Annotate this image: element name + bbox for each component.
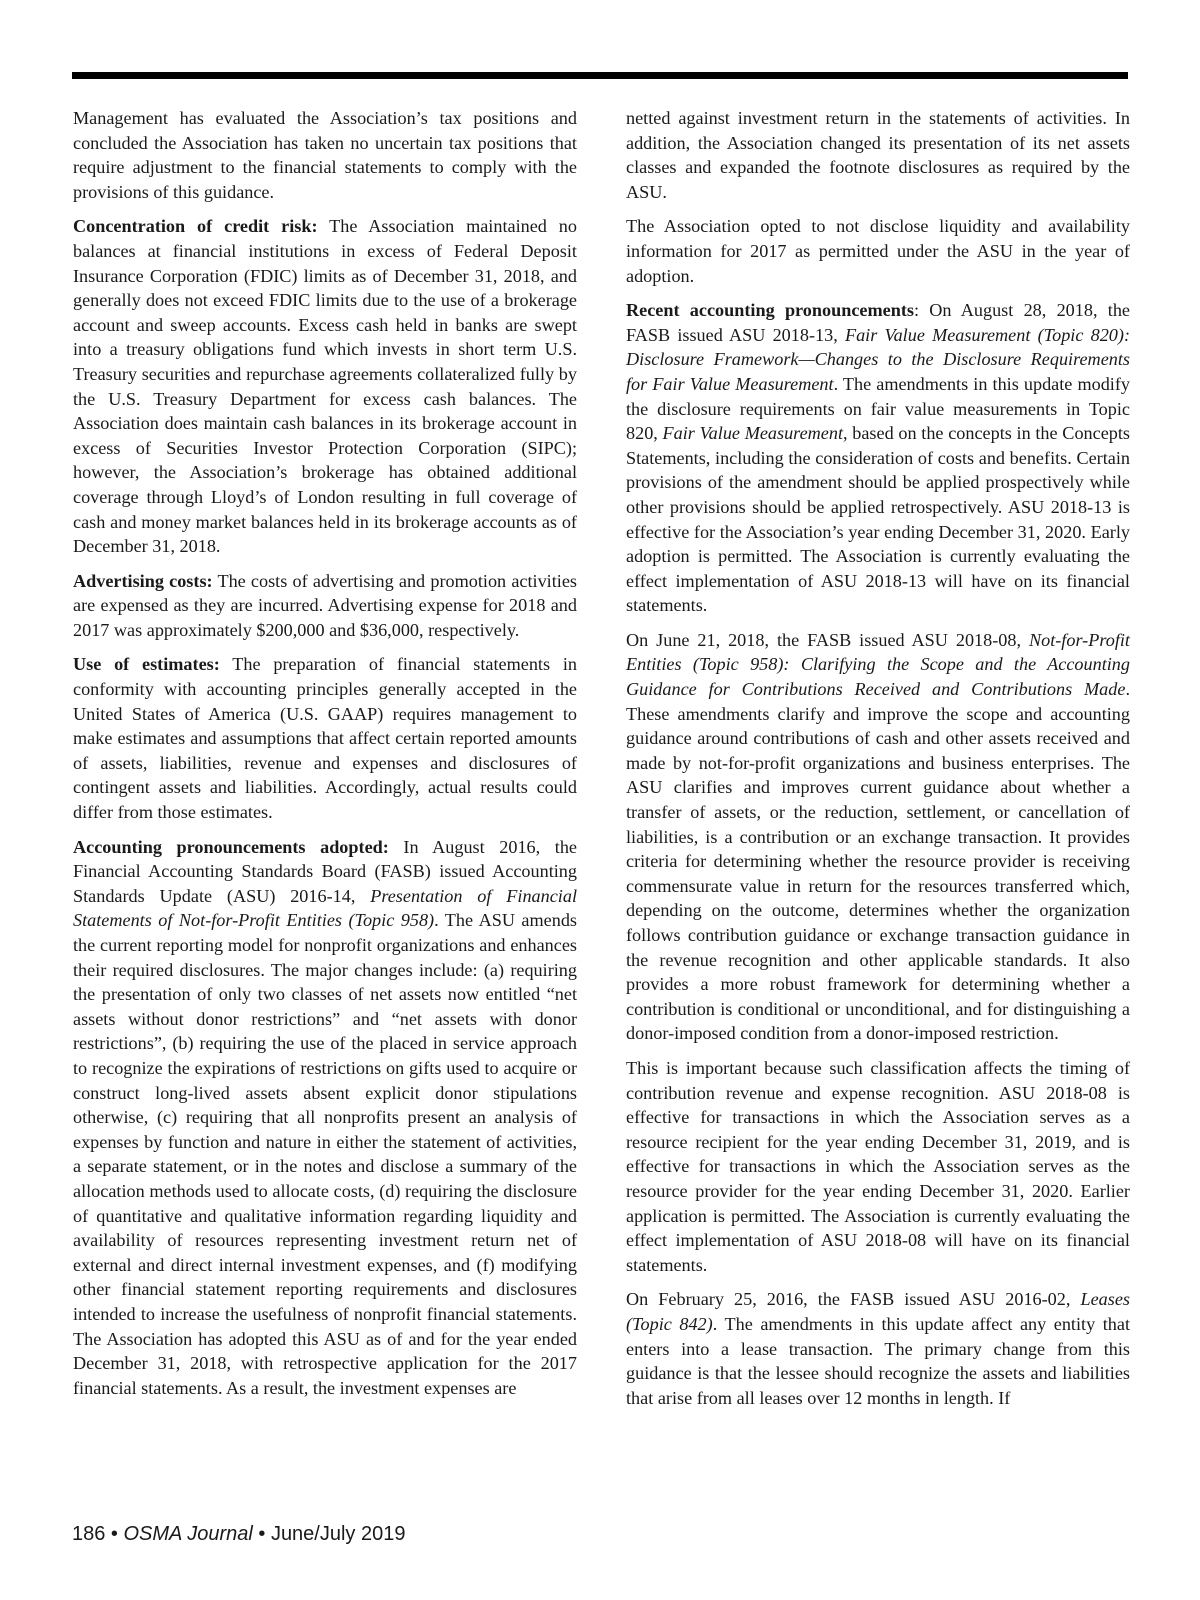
adopted-text-1: In August 2016, the Financial Accounting Standards Board (FASB) issued Accounting Standards Update (ASU) 2016-14, [73, 836, 577, 906]
tax-positions-paragraph: Management has evaluated the Association’s tax positions and concluded the Association has taken no uncertain tax positions that require adjustment to the financial statements to comply with the provisions of this guidance. [73, 108, 577, 202]
asu-2018-08-title: Not-for-Profit Entities (Topic 958): Clarifying the Scope and the Accounting Guidance for Contributions Received and Contributions Made [626, 629, 1130, 700]
estimates-heading: Use of estimates: [73, 654, 220, 675]
adopted-title: Presentation of Financial Statements of Not-for-Profit Entities (Topic 958) [73, 885, 577, 931]
asu-2018-08-paragraph [626, 628, 1130, 1046]
leases-text-1: On February 25, 2016, the FASB issued ASU 2016-02, [626, 1289, 1081, 1310]
recent-text-2: . The amendments in this update modify the disclosure requirements on fair value measurements in Topic 820, [626, 373, 1131, 444]
credit-risk-heading: Concentration of credit risk: [73, 216, 318, 237]
liquidity-paragraph: The Association opted to not disclose liquidity and availability information for 2017 as permitted under the ASU in the year of adoption. [626, 216, 1130, 286]
recent-title-2: Fair Value Measurement [662, 423, 844, 444]
footer-separator-2: • [252, 1523, 271, 1545]
recent-text-3: , based on the concepts in the Concepts Statements, including the consideration of costs and benefits. Certain provisions of the amendment should be applied prospectively while other provisions should be applied retrospectively. ASU 2018-13 is effective for the Association’s year ending December 31, 2020. Early adoption is permitted. The Association is currently evaluating the effect implementation of ASU 2018-13 will have on its financial statements. [626, 423, 1130, 616]
recent-title-1: Fair Value Measurement (Topic 820): Disclosure Framework—Changes to the Disclosure Requirements for Fair Value Measurement [626, 324, 1130, 394]
adopted-heading: Accounting pronouncements adopted: [73, 836, 389, 857]
advertising-text: The costs of advertising and promotion activities are expensed as they are incurred. Advertising expense for 2018 and 2017 was approximately $200,000 and $36,000, respectively. [73, 570, 577, 640]
asu-2018-08-text-1: On June 21, 2018, the FASB issued ASU 2018-08, [626, 629, 1029, 650]
estimates-text: The preparation of financial statements in conformity with accounting principles generally accepted in the United States of America (U.S. GAAP) requires management to make estimates and assumptions that affect certain reported amounts of assets, liabilities, revenue and expenses and disclosures of contingent assets and liabilities. Accordingly, actual results could differ from those estimates. [73, 654, 578, 823]
right-column [626, 106, 1130, 1420]
recent-pronouncements-paragraph [626, 298, 1130, 618]
issue-date: June/July 2019 [270, 1523, 406, 1545]
advertising-paragraph [73, 569, 577, 643]
credit-risk-paragraph [73, 214, 577, 558]
adopted-paragraph [73, 835, 577, 1401]
leases-paragraph [626, 1287, 1130, 1410]
credit-risk-text: The Association maintained no balances at financial institutions in excess of Federal Deposit Insurance Corporation (FDIC) limits as of December 31, 2018, and generally does not exceed FDIC limits due to the use of a brokerage account and sweep accounts. Excess cash held in banks are swept into a treasury obligations fund which invests in short term U.S. Treasury securities and repurchase agreements collateralized fully by the U.S. Treasury Department for excess cash balances. The Association does maintain cash balances in its brokerage account in excess of Securities Investor Protection Corporation (SIPC); however, the Association’s brokerage has obtained additional coverage through Lloyd’s of London resulting in full coverage of cash and money market balances held in its brokerage accounts as of December 31, 2018. [73, 216, 577, 557]
asu-2018-08-text-2: . These amendments clarify and improve the scope and accounting guidance around contributions of cash and other assets received and made by not-for-profit organizations and business enterprises. The ASU clarifies and improves current guidance about whether a transfer of assets, or the reduction, settlement, or cancellation of liabilities, is a contribution or an exchange transaction. It provides criteria for determining whether the resource provider is receiving commensurate value in return for the resources transferred which, depending on the outcome, determines whether the organization follows contribution guidance or exchange transaction guidance in the revenue recognition and other applicable standards. It also provides a more robust framework for determining whether a contribution is conditional or unconditional, and for distinguishing a donor-imposed condition from a donor-imposed restriction. [626, 679, 1130, 1044]
top-rule [72, 72, 1128, 79]
page-footer [72, 1523, 405, 1546]
recent-text-1: : On August 28, 2018, the FASB issued ASU 2018-13, [626, 300, 1130, 345]
recent-heading: Recent accounting pronouncements [626, 300, 914, 321]
footer-separator: • [105, 1523, 124, 1545]
leases-title: Leases (Topic 842) [626, 1289, 1130, 1334]
page-number: 186 [72, 1523, 106, 1545]
leases-text-2: . The amendments in this update affect any entity that enters into a lease transaction. The primary change from this guidance is that the lessee should recognize the assets and liabilities that arise from all leases over 12 months in length. If [626, 1313, 1131, 1408]
journal-name: OSMA Journal [123, 1523, 253, 1545]
left-column [73, 106, 577, 1410]
advertising-heading: Advertising costs: [73, 570, 213, 591]
netted-paragraph: netted against investment return in the statements of activities. In addition, the Association changed its presentation of its net assets classes and expanded the footnote disclosures as required by the ASU. [626, 108, 1130, 202]
estimates-paragraph [73, 652, 577, 824]
adopted-text-2: . The ASU amends the current reporting model for nonprofit organizations and enhances their required disclosures. The major changes include: (a) requiring the presentation of only two classes of net assets now entitled “net assets without donor restrictions” and “net assets with donor restrictions”, (b) requiring the use of the placed in service approach to recognize the expirations of restrictions on gifts used to acquire or construct long-lived assets absent explicit donor stipulations otherwise, (c) requiring that all nonprofits present an analysis of expenses by function and nature in either the statement of activities, a separate statement, or in the notes and disclose a summary of the allocation methods used to allocate costs, (d) requiring the disclosure of quantitative and qualitative information regarding liquidity and availability of resources representing investment return net of external and direct internal investment expenses, and (f) modifying other financial statement reporting requirements and disclosures intended to increase the usefulness of nonprofit financial statements. The Association has adopted this ASU as of and for the year ended December 31, 2018, with retrospective application for the 2017 financial statements. As a result, the investment expenses are [73, 910, 577, 1398]
importance-paragraph: This is important because such classification affects the timing of contribution revenue and expense recognition. ASU 2018-08 is effective for transactions in which the Association serves as a resource recipient for the year ending December 31, 2019, and is effective for transactions in which the Association serves as the resource provider for the year ending December 31, 2020. Earlier application is permitted. The Association is currently evaluating the effect implementation of ASU 2018-08 will have on its financial statements. [626, 1057, 1130, 1275]
